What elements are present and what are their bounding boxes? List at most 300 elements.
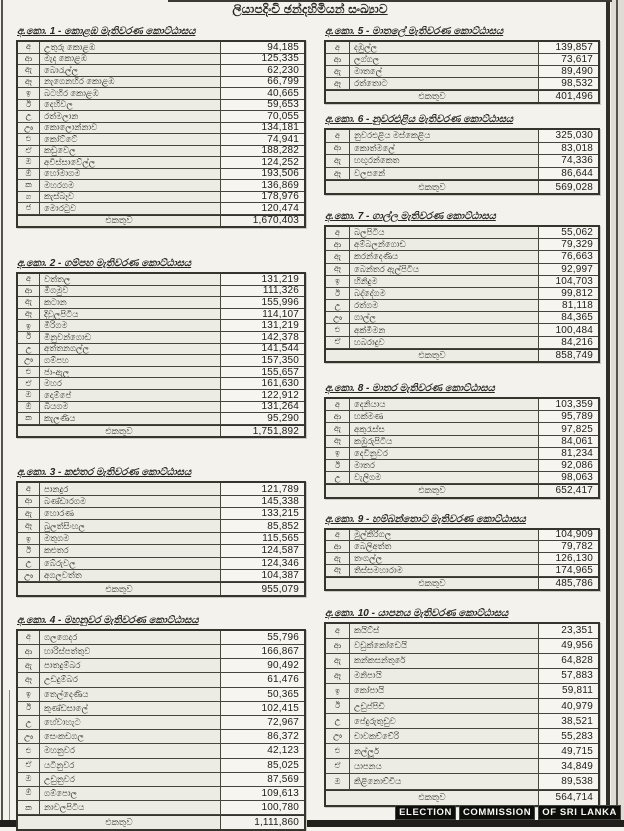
total-row — [326, 790, 598, 805]
voter-count: 92,997 — [538, 264, 598, 275]
total-row — [326, 180, 598, 193]
voter-count: 84,365 — [538, 312, 598, 323]
row-index-letter: අ — [18, 483, 40, 494]
division-name: කැලණිය — [40, 413, 220, 424]
voter-count-table — [16, 481, 306, 597]
division-name: පාතදුම්බර — [40, 659, 220, 672]
voter-count: 120,474 — [220, 203, 304, 214]
total-label: එකතුව — [326, 181, 538, 193]
table-row — [18, 496, 304, 508]
electoral-district-table — [324, 26, 600, 104]
division-name: නාවලපිටිය — [40, 801, 220, 814]
row-index-letter: ජ — [18, 203, 40, 214]
voter-count: 115,565 — [220, 533, 304, 544]
voter-count: 100,780 — [220, 801, 304, 814]
table-row — [326, 460, 598, 472]
row-index-letter: ඈ — [18, 520, 40, 531]
row-index-letter: ආ — [326, 143, 350, 155]
row-index-letter: ඇ — [18, 659, 40, 672]
row-index-letter: අ — [18, 42, 40, 53]
voter-count: 95,290 — [220, 413, 304, 424]
row-index-letter: ඇ — [18, 297, 40, 308]
row-index-letter: උ — [18, 344, 40, 355]
division-name: කෝට්ටේ — [40, 134, 220, 145]
table-row — [18, 759, 304, 773]
voter-count: 104,909 — [538, 530, 598, 541]
division-name: දෙනියාය — [350, 399, 538, 410]
voter-count: 85,852 — [220, 520, 304, 531]
table-row — [326, 759, 598, 774]
row-index-letter: එ — [326, 324, 350, 335]
table-row — [18, 716, 304, 730]
division-name: බලපිටිය — [350, 227, 538, 238]
division-name: බණ්ඩාරගම — [40, 496, 220, 507]
electoral-district-table — [16, 615, 306, 831]
table-title: අ.කො. 8 - මාතර මැතිවරණ කොට්ඨාසය — [325, 383, 495, 395]
table-row — [326, 448, 598, 460]
voter-count: 142,378 — [220, 332, 304, 343]
division-name: කිළිනොච්චිය — [350, 774, 538, 788]
table-row — [326, 639, 598, 654]
voter-count: 131,219 — [220, 320, 304, 331]
row-index-letter: ඊ — [326, 288, 350, 299]
division-name: ගලගෙදර — [40, 631, 220, 644]
division-name: උඩුනුවර — [40, 773, 220, 786]
division-name: මිනුවන්ගොඩ — [40, 332, 220, 343]
table-row — [18, 545, 304, 557]
division-name: ගම්පොල — [40, 787, 220, 800]
scan-edge-left — [1, 0, 3, 827]
voter-count: 42,123 — [220, 744, 304, 757]
table-row — [326, 239, 598, 251]
scan-edge-left-inner — [9, 690, 10, 820]
row-index-letter: ඉ — [18, 533, 40, 544]
table-title: අ.කො. 2 - ගම්පහ මැතිවරණ කොට්ඨාසය — [17, 258, 192, 269]
division-name: අගලවත්ත — [40, 570, 220, 581]
voter-count: 124,346 — [220, 558, 304, 569]
row-index-letter: ක — [18, 413, 40, 424]
row-index-letter: අ — [326, 624, 350, 638]
voter-count: 103,359 — [538, 399, 598, 410]
voter-count: 157,350 — [220, 355, 304, 366]
table-row — [18, 520, 304, 532]
division-name: යටිනුවර — [40, 759, 220, 772]
voter-count: 79,782 — [538, 541, 598, 552]
voter-count: 111,326 — [220, 286, 304, 297]
division-name: බෙන්තර ඇල්පිටිය — [350, 264, 538, 275]
table-title: අ.කො. 6 - නුවරඑළිය මැතිවරණ කොට්ඨාසය — [325, 114, 514, 125]
voter-count: 131,219 — [220, 274, 304, 285]
table-row — [326, 669, 598, 684]
table-row — [18, 355, 304, 367]
row-index-letter: ඈ — [18, 77, 40, 88]
division-name: වැලිගම — [350, 472, 538, 483]
row-index-letter: අ — [18, 274, 40, 285]
scan-edge-right-outer — [616, 0, 618, 827]
division-name: මතුගම — [40, 533, 220, 544]
electoral-district-table — [324, 383, 600, 499]
row-index-letter: අ — [326, 399, 350, 410]
table-row — [18, 508, 304, 520]
table-row — [18, 787, 304, 801]
row-index-letter: ඈ — [326, 168, 350, 180]
table-row — [18, 702, 304, 716]
division-name: පේදුරුතුඩුව — [350, 714, 538, 728]
voter-count: 98,532 — [538, 78, 598, 89]
row-index-letter: ඔ — [18, 773, 40, 786]
page-title: ලියාපදිංචි ඡන්දහිමියන් සංඛ්‍යාව — [232, 2, 388, 16]
table-row — [326, 654, 598, 669]
row-index-letter: ඉ — [326, 276, 350, 287]
voter-count: 49,715 — [538, 744, 598, 758]
table-row — [18, 413, 304, 425]
table-row — [18, 673, 304, 687]
division-name: කඹුරුපිටිය — [350, 436, 538, 447]
division-name: හේවාහැට — [40, 716, 220, 729]
electoral-district-table — [324, 514, 600, 591]
voter-count: 109,613 — [220, 787, 304, 800]
voter-count: 79,329 — [538, 239, 598, 250]
voter-count: 178,976 — [220, 192, 304, 203]
voter-count: 141,544 — [220, 344, 304, 355]
table-row — [18, 169, 304, 181]
voter-count: 84,061 — [538, 436, 598, 447]
voter-count: 124,587 — [220, 545, 304, 556]
table-row — [18, 570, 304, 582]
row-index-letter: ඕ — [18, 787, 40, 800]
table-row — [18, 773, 304, 787]
division-name: දඹුල්ල — [350, 42, 538, 53]
division-name: මීරිගම — [40, 320, 220, 331]
row-index-letter: ආ — [326, 541, 350, 552]
voter-count: 85,025 — [220, 759, 304, 772]
division-name: මාතර — [350, 460, 538, 471]
row-index-letter: අ — [326, 530, 350, 541]
voter-count: 74,336 — [538, 155, 598, 167]
table-row — [18, 180, 304, 192]
voter-count: 61,476 — [220, 673, 304, 686]
division-name: දිවුලපිටිය — [40, 309, 220, 320]
division-name: කෝපායි — [350, 684, 538, 698]
division-name: නුවරඑළිය මස්කෙළිය — [350, 130, 538, 142]
row-index-letter: ඌ — [18, 570, 40, 581]
row-index-letter: ක — [18, 180, 40, 191]
table-row — [326, 227, 598, 239]
division-name: රත්තොට — [350, 78, 538, 89]
table-row — [18, 378, 304, 390]
row-index-letter: ඊ — [18, 332, 40, 343]
row-index-letter: ඇ — [326, 251, 350, 262]
row-index-letter: ඊ — [326, 699, 350, 713]
table-row — [326, 337, 598, 349]
voter-count: 40,665 — [220, 88, 304, 99]
voter-count-table — [16, 629, 306, 831]
table-row — [326, 530, 598, 542]
table-row — [326, 130, 598, 143]
division-name: හඟුරන්කෙත — [350, 155, 538, 167]
voter-count: 99,812 — [538, 288, 598, 299]
row-index-letter: එ — [326, 744, 350, 758]
table-row — [18, 390, 304, 402]
row-index-letter: ඈ — [326, 565, 350, 576]
table-row — [326, 553, 598, 565]
table-row — [18, 533, 304, 545]
total-value: 569,028 — [538, 181, 598, 193]
row-index-letter: උ — [326, 300, 350, 311]
table-title: අ.කො. 4 - මහනුවර මැතිවරණ කොට්ඨාසය — [17, 614, 199, 626]
table-row — [326, 155, 598, 168]
table-row — [18, 111, 304, 123]
table-row — [326, 744, 598, 759]
division-name: බටහිර කොළඹ — [40, 88, 220, 99]
electoral-district-table — [324, 608, 600, 807]
table-row — [326, 774, 598, 789]
division-name: නැගෙනහිර කොළඹ — [40, 77, 220, 88]
table-row — [18, 344, 304, 356]
table-row — [326, 264, 598, 276]
row-index-letter: උ — [326, 714, 350, 728]
row-index-letter: ඌ — [326, 312, 350, 323]
total-value: 401,496 — [538, 91, 598, 102]
total-label: එකතුව — [326, 485, 538, 496]
row-index-letter: ඔ — [18, 390, 40, 401]
voter-count: 81,234 — [538, 448, 598, 459]
voter-count: 55,796 — [220, 631, 304, 644]
row-index-letter: ඇ — [18, 65, 40, 76]
voter-count-table — [324, 528, 600, 591]
left-column — [16, 0, 306, 831]
row-index-letter: ඉ — [326, 684, 350, 698]
table-row — [326, 399, 598, 411]
table-row — [326, 66, 598, 78]
table-row — [18, 320, 304, 332]
total-value: 858,749 — [538, 350, 598, 361]
table-row — [18, 88, 304, 100]
voter-count: 89,538 — [538, 774, 598, 788]
voter-count: 136,869 — [220, 180, 304, 191]
division-name: ගම්පහ — [40, 355, 220, 366]
total-label: එකතුව — [18, 816, 220, 829]
division-name: තෙල්දෙණිය — [40, 688, 220, 701]
table-title: අ.කො. 5 - මාතලේ මැතිවරණ කොට්ඨාසය — [325, 26, 504, 37]
division-name: ජා-ඇල — [40, 367, 220, 378]
voter-count: 134,181 — [220, 123, 304, 134]
total-label: එකතුව — [326, 350, 538, 361]
table-row — [18, 203, 304, 215]
voter-count: 55,283 — [538, 729, 598, 743]
division-name: මුල්කිරිගල — [350, 530, 538, 541]
division-name: හාරිස්පත්තුව — [40, 645, 220, 658]
row-index-letter: ඊ — [326, 460, 350, 471]
voter-count: 62,230 — [220, 65, 304, 76]
voter-count: 23,351 — [538, 624, 598, 638]
table-row — [326, 300, 598, 312]
table-row — [18, 558, 304, 570]
total-value: 485,786 — [538, 578, 598, 589]
voter-count: 83,018 — [538, 143, 598, 155]
division-name: කන්කසන්තුරේ — [350, 654, 538, 668]
voter-count: 114,107 — [220, 309, 304, 320]
table-row — [18, 274, 304, 286]
division-name: මොරටුව — [40, 203, 220, 214]
table-row — [18, 688, 304, 702]
row-index-letter: ඔ — [18, 157, 40, 168]
total-row — [326, 349, 598, 361]
scan-edge-right — [606, 0, 610, 827]
division-name: බද්දේගම — [350, 288, 538, 299]
voter-count: 57,883 — [538, 669, 598, 683]
row-index-letter: අ — [326, 227, 350, 238]
division-name: මහරගම — [40, 180, 220, 191]
row-index-letter: ඕ — [18, 169, 40, 180]
stamp-word: COMMISSION — [459, 805, 535, 820]
table-row — [18, 801, 304, 815]
division-name: මනිපායි — [350, 669, 538, 683]
division-name: උඩදුම්බර — [40, 673, 220, 686]
division-name: අකුරැස්ස — [350, 423, 538, 434]
row-index-letter: ඈ — [326, 264, 350, 275]
table-row — [326, 411, 598, 423]
total-value: 652,417 — [538, 485, 598, 496]
row-index-letter: ග — [18, 192, 40, 203]
voter-count: 86,372 — [220, 730, 304, 743]
division-name: කැස්බෑව — [40, 192, 220, 203]
division-name: කළුතර — [40, 545, 220, 556]
division-name: දෙවිනුවර — [350, 448, 538, 459]
row-index-letter: ඔ — [326, 774, 350, 788]
row-index-letter: ඉ — [326, 448, 350, 459]
total-label: එකතුව — [18, 426, 220, 437]
voter-count: 84,216 — [538, 337, 598, 348]
row-index-letter: ඒ — [18, 759, 40, 772]
row-index-letter: ඈ — [326, 669, 350, 683]
table-row — [326, 42, 598, 54]
total-value: 564,714 — [538, 791, 598, 805]
row-index-letter: උ — [326, 472, 350, 483]
voter-count: 86,644 — [538, 168, 598, 180]
division-name: මාතලේ — [350, 66, 538, 77]
table-row — [18, 65, 304, 77]
electoral-district-table — [16, 26, 306, 228]
row-index-letter: ඇ — [326, 66, 350, 77]
division-name: බොරැල්ල — [40, 65, 220, 76]
division-name: අත්තනගල්ල — [40, 344, 220, 355]
table-row — [326, 423, 598, 435]
table-row — [326, 565, 598, 577]
row-index-letter: ඇ — [326, 155, 350, 167]
division-name: බියගම — [40, 402, 220, 413]
row-index-letter: එ — [18, 744, 40, 757]
table-row — [18, 297, 304, 309]
division-name: උඩුප්පිඩි — [350, 699, 538, 713]
voter-count: 59,811 — [538, 684, 598, 698]
voter-count: 133,215 — [220, 508, 304, 519]
table-row — [18, 309, 304, 321]
total-value: 1,111,860 — [220, 816, 304, 829]
row-index-letter: ඈ — [326, 78, 350, 89]
table-row — [18, 77, 304, 89]
row-index-letter: ඈ — [18, 673, 40, 686]
table-row — [326, 541, 598, 553]
row-index-letter: ආ — [18, 496, 40, 507]
table-title: අ.කො. 9 - හම්බන්තොට මැතිවරණ කොට්ඨාසය — [325, 513, 526, 525]
division-name: හොරණ — [40, 508, 220, 519]
voter-count: 325,030 — [538, 130, 598, 142]
division-name: හිනිදුම — [350, 276, 538, 287]
table-row — [18, 192, 304, 204]
voter-count: 87,569 — [220, 773, 304, 786]
row-index-letter: ඒ — [326, 759, 350, 773]
division-name: මීගමුව — [40, 286, 220, 297]
table-row — [18, 123, 304, 135]
table-row — [326, 714, 598, 729]
row-index-letter: ආ — [18, 54, 40, 65]
division-name: රත්ගම — [350, 300, 538, 311]
voter-count: 64,828 — [538, 654, 598, 668]
division-name: සෙංකඩගල — [40, 730, 220, 743]
electoral-district-table — [16, 258, 306, 438]
voter-count: 104,387 — [220, 570, 304, 581]
table-row — [326, 684, 598, 699]
table-row — [18, 134, 304, 146]
row-index-letter: ආ — [326, 54, 350, 65]
table-title: අ.කො. 7 - ගාල්ල මැතිවරණ කොට්ඨාසය — [325, 210, 496, 222]
voter-count-table — [16, 40, 306, 228]
division-name: පානදුර — [40, 483, 220, 494]
row-index-letter: ආ — [326, 411, 350, 422]
electoral-district-table — [16, 467, 306, 597]
table-row — [18, 483, 304, 495]
table-row — [18, 42, 304, 54]
table-row — [326, 78, 598, 90]
row-index-letter: එ — [18, 367, 40, 378]
row-index-letter: අ — [326, 130, 350, 142]
table-row — [18, 146, 304, 158]
division-name: මැද කොළඹ — [40, 54, 220, 65]
division-name: මහර — [40, 378, 220, 389]
voter-count: 126,130 — [538, 553, 598, 564]
row-index-letter: ඊ — [18, 702, 40, 715]
voter-count: 59,653 — [220, 100, 304, 111]
row-index-letter: ඇ — [326, 553, 350, 564]
table-row — [18, 659, 304, 673]
division-name: වලපනේ — [350, 168, 538, 180]
division-name: හෝමාගම — [40, 169, 220, 180]
table-title: අ.කො. 10 - යාපනය මැතිවරණ කොට්ඨාසය — [325, 607, 509, 619]
table-row — [18, 744, 304, 758]
row-index-letter: ආ — [326, 239, 350, 250]
total-value: 1,751,892 — [220, 426, 304, 437]
voter-count: 104,703 — [538, 276, 598, 287]
total-value: 1,670,403 — [220, 216, 304, 227]
division-name: ගාල්ල — [350, 312, 538, 323]
table-row — [326, 276, 598, 288]
row-index-letter: ආ — [18, 286, 40, 297]
division-name: කරන්දෙණිය — [350, 251, 538, 262]
voter-count: 98,063 — [538, 472, 598, 483]
division-name: මහනුවර — [40, 744, 220, 757]
division-name: අවිස්සාවේල්ල — [40, 157, 220, 168]
table-row — [18, 730, 304, 744]
voter-count: 161,630 — [220, 378, 304, 389]
total-row — [18, 425, 304, 437]
table-row — [326, 143, 598, 156]
division-name: වඩුක්කෝඩෙයි — [350, 639, 538, 653]
voter-count: 34,849 — [538, 759, 598, 773]
election-commission-stamp — [395, 805, 621, 820]
table-row — [18, 54, 304, 66]
voter-count: 97,825 — [538, 423, 598, 434]
